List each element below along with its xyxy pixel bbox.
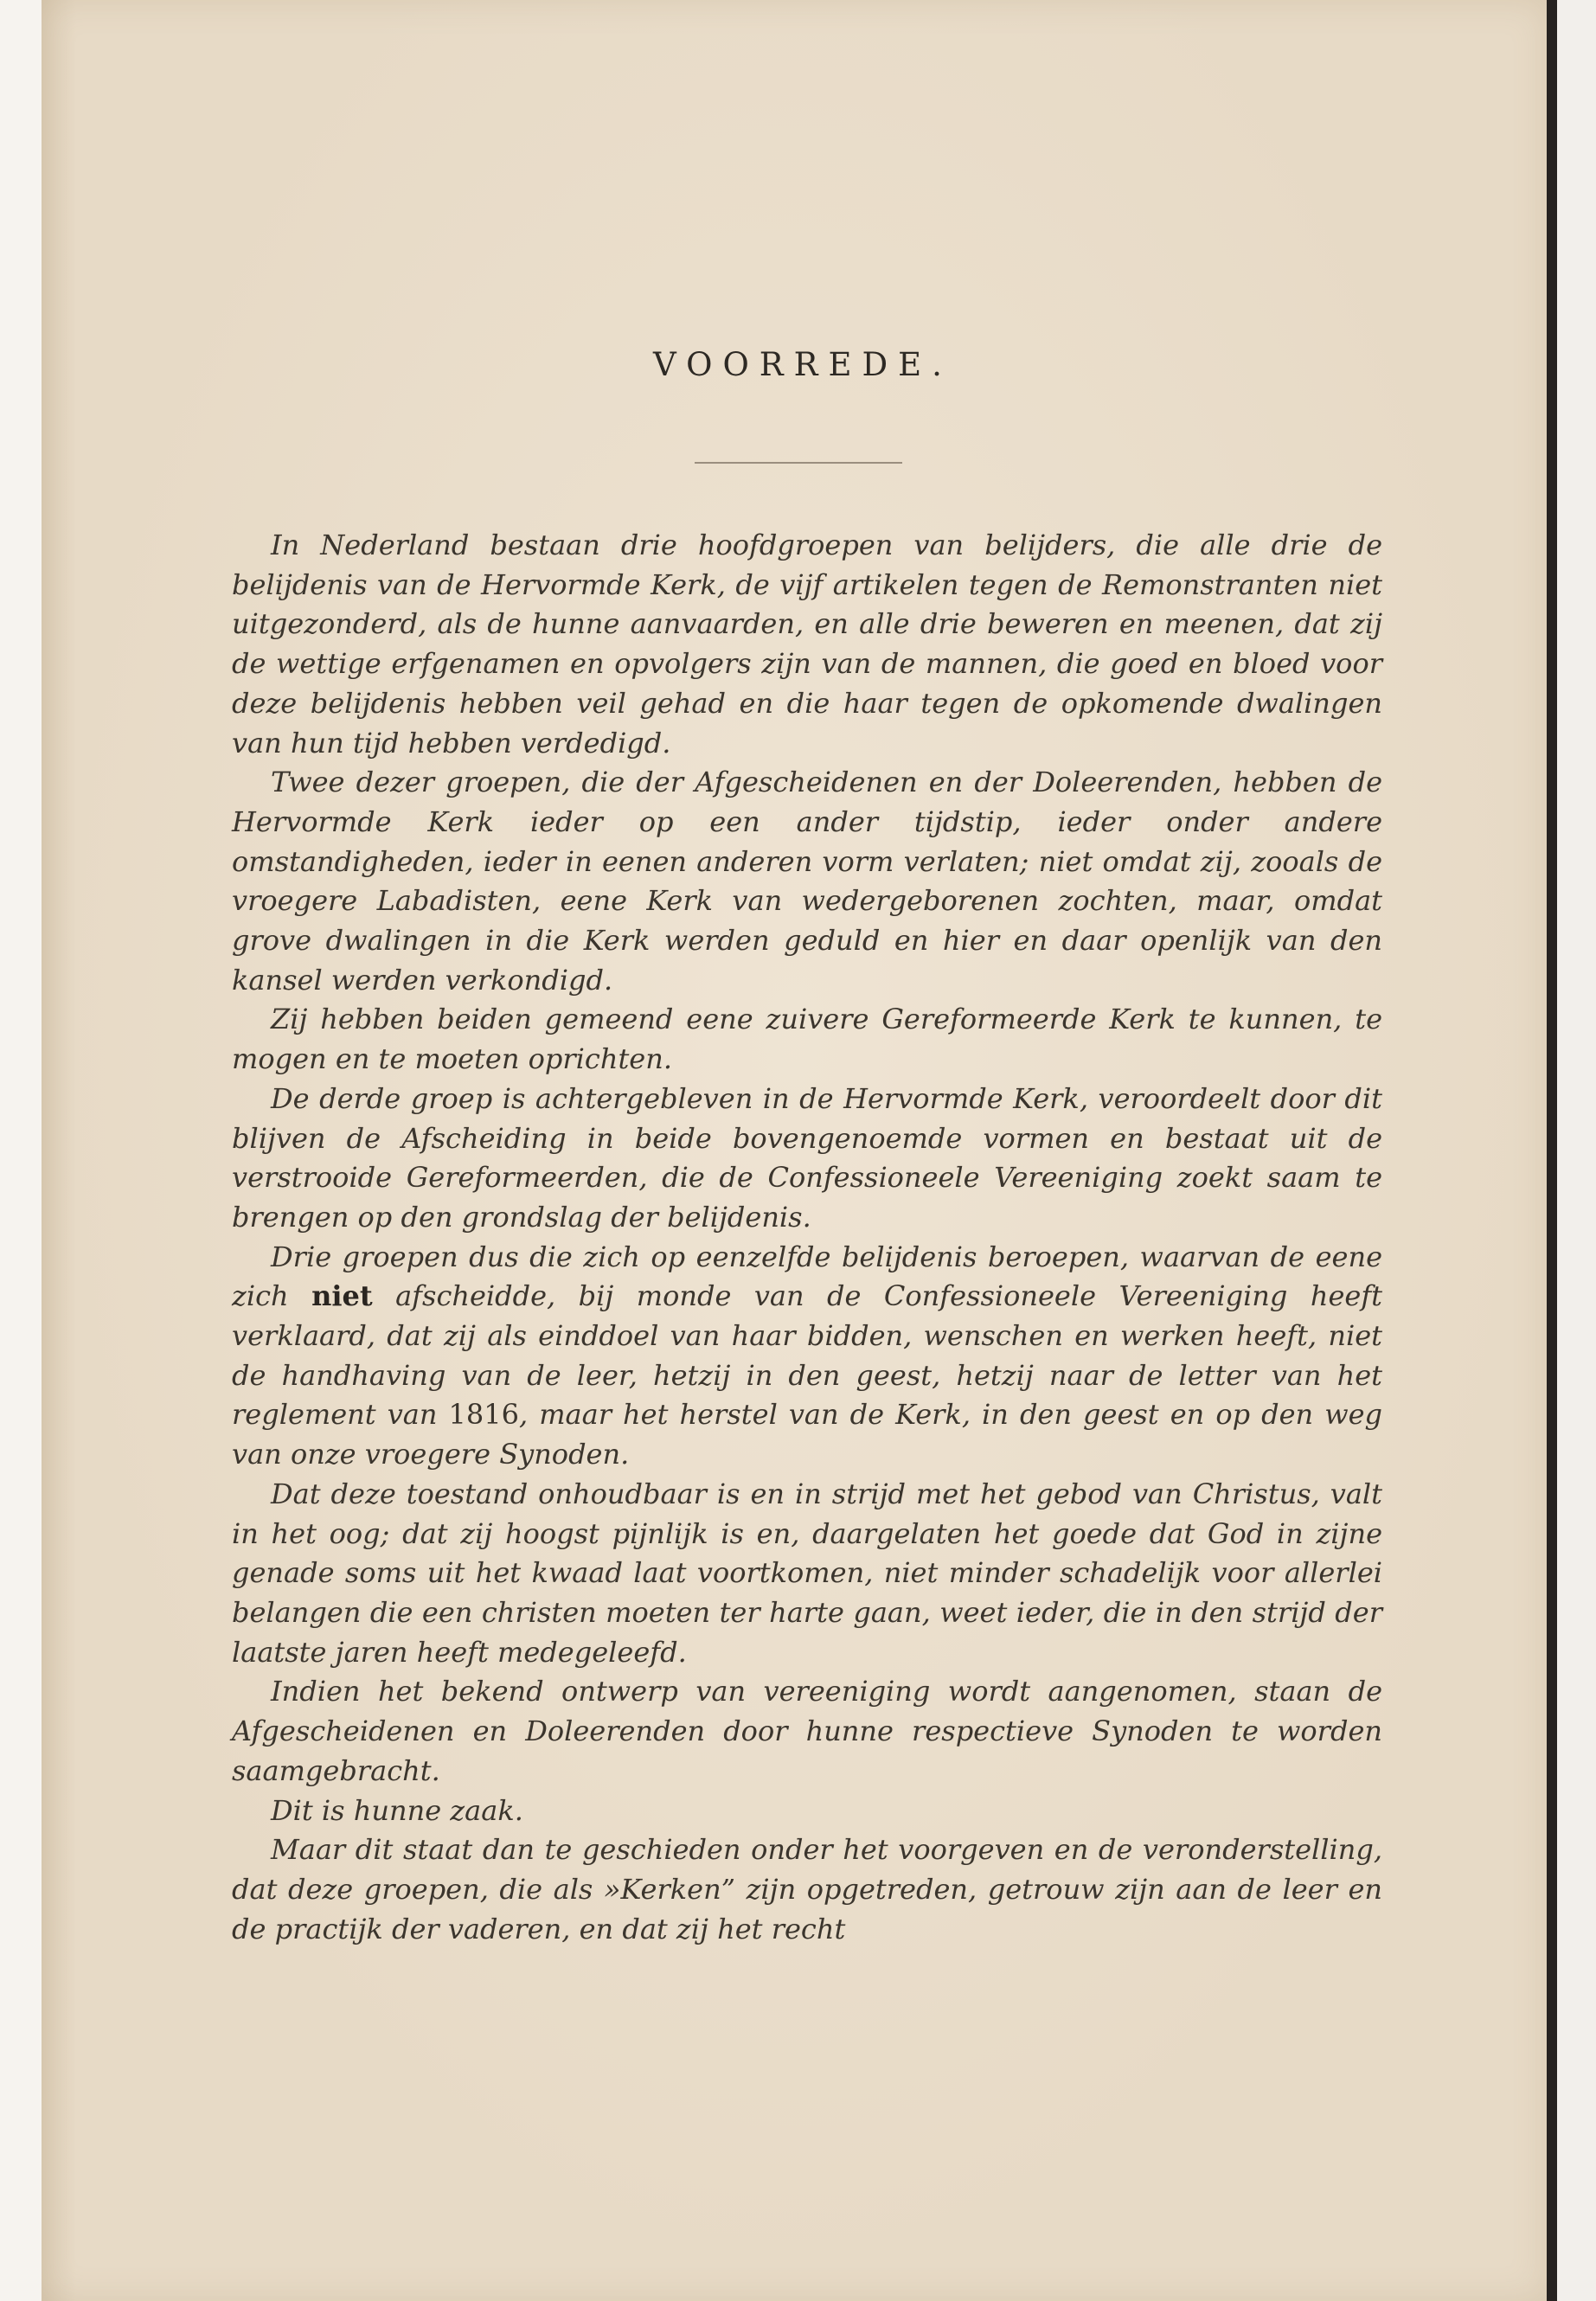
paragraph-5-part-3: , maar het herstel van de Kerk, in den geest en op den weg van onze vroegere Synoden. [232,1398,1383,1471]
book-spine-shadow [1547,0,1557,2301]
paragraph-9: Maar dit staat dan te geschieden onder het voorgeven en de veronderstelling, dat deze groepen, die als »Kerken” zijn opgetreden, getrouw zijn aan de leer en de practijk der vaderen, en dat zij het recht [232,1833,1382,1945]
book-page [42,0,1547,2301]
paragraph-7: Indien het bekend ontwerp van vereeniging wordt aangenomen, staan de Afgescheidenen en Doleerenden door hunne respectieve Synoden te worden saamgebracht. [232,1675,1382,1787]
paragraph-5-part-1: Drie groepen dus die zich op eenzelfde belijdenis beroepen, waarvan de eene zich [232,1240,1382,1313]
paragraph-6: Dat deze toestand onhoudbaar is en in strijd met het gebod van Christus, valt in het oog; dat zij hoogst pijnlijk is en, daargelaten het goede dat God in zijne genade soms uit het kwaad laat voortkomen, niet minder schadelijk voor allerlei belangen die een christen moeten ter harte gaan, weet ieder, die in den strijd der laatste jaren heeft medegeleefd. [232,1477,1382,1669]
body-text [232,526,1382,1949]
paragraph-3: Zij hebben beiden gemeend eene zuivere Gereformeerde Kerk te kunnen, te mogen en te moeten oprichten. [232,1003,1382,1076]
emphasized-word: niet [311,1279,373,1313]
year-number: 1816 [448,1398,519,1432]
paragraph-1: In Nederland bestaan drie hoofdgroepen van belijders, die alle drie de belijdenis van de Hervormde Kerk, de vijf artikelen tegen de Remonstranten niet uitgezonderd, als de hunne aanvaarden, en alle drie beweren en meenen, dat zij de wettige erfgenamen en opvolgers zijn van de mannen, die goed en bloed voor deze belijdenis hebben veil gehad en die haar tegen de opkomende dwalingen van hun tijd hebben verdedigd. [232,529,1382,760]
page-title: VOORREDE. [653,346,952,383]
paragraph-4: De derde groep is achtergebleven in de Hervormde Kerk, veroordeelt door dit blijven de Afscheiding in beide bovengenoemde vormen en bestaat uit de verstrooide Gereformeerden, die de Confessioneele Vereeniging zoekt saam te brengen op den grondslag der belijdenis. [232,1081,1382,1234]
paragraph-5-part-2: afscheidde, bij monde van de Confessioneele Vereeniging heeft verklaard, dat zij als einddoel van haar bidden, wenschen en werken heeft, niet de handhaving van de leer, hetzij in den geest, hetzij naar de letter van het reglement van [232,1279,1383,1432]
paragraph-8: Dit is hunne zaak. [271,1793,523,1827]
paragraph-5 [232,1238,1382,1475]
paragraph-2: Twee dezer groepen, die der Afgescheidenen en der Doleerenden, hebben de Hervormde Kerk ieder op een ander tijdstip, ieder onder andere omstandigheden, ieder in eenen anderen vorm verlaten; niet omdat zij, zooals de vroegere Labadisten, eene Kerk van wedergeborenen zochten, maar, omdat grove dwalingen in die Kerk werden geduld en hier en daar openlijk van den kansel werden verkondigd. [232,766,1382,997]
title-rule [695,462,902,464]
scan-edge [1557,0,1596,2301]
